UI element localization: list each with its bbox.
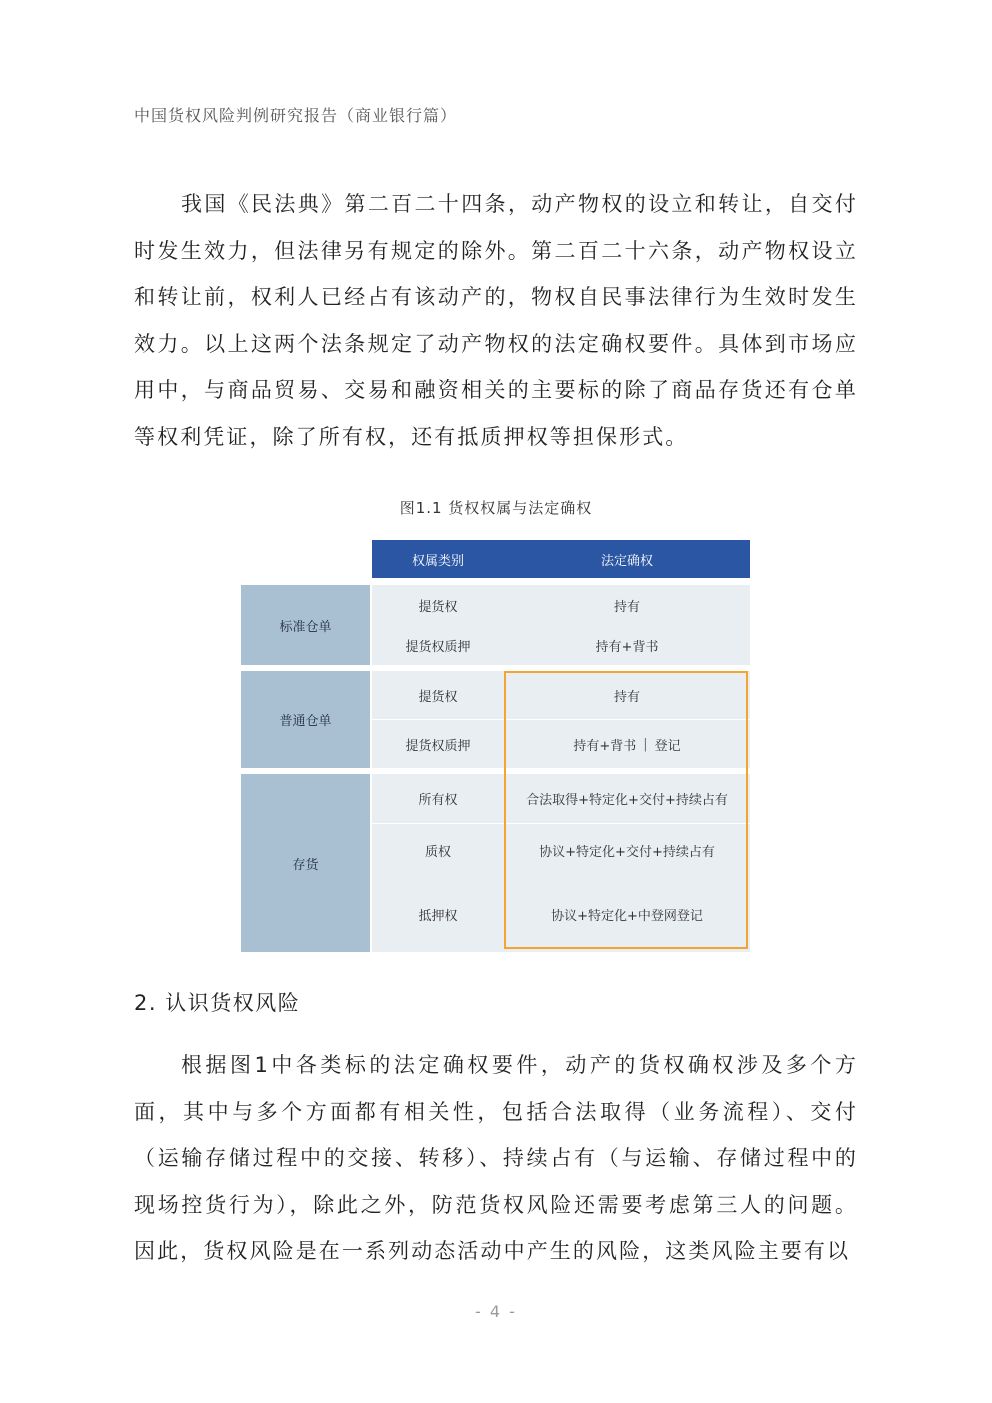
running-header: 中国货权风险判例研究报告（商业银行篇） [134, 106, 458, 125]
table-cell-requirement: 持有 [613, 689, 640, 705]
column-header-legal-confirmation: 法定确权 [504, 540, 750, 578]
table-cell-type: 抵押权 [418, 908, 458, 924]
table-cell-type: 质权 [424, 844, 451, 860]
table-cell-type: 提货权 [418, 599, 458, 615]
table-cell-requirement: 持有+背书 [595, 639, 659, 655]
category-standard-warehouse-receipt: 标准仓单 [241, 585, 370, 665]
table-cell-requirement: 合法取得+特定化+交付+持续占有 [526, 793, 728, 808]
table-cell-type: 提货权 [418, 689, 458, 705]
requirement-extra-text: 登记 [654, 738, 681, 754]
figure-caption: 图1.1 货权权属与法定确权 [399, 499, 593, 517]
column-header-ownership-type: 权属类别 [372, 540, 504, 578]
ownership-table [241, 540, 750, 952]
section-title: 2. 认识货权风险 [134, 991, 301, 1015]
separator: | [643, 736, 648, 752]
table-cell-requirement: 协议+特定化+交付+持续占有 [539, 844, 715, 860]
table-cell-type: 提货权质押 [405, 738, 471, 754]
table-cell-type: 提货权质押 [405, 639, 471, 655]
requirement-text: 持有+背书 [573, 738, 637, 754]
table-cell-requirement: 协议+特定化+中登网登记 [551, 908, 703, 924]
table-cell-requirement [504, 720, 750, 768]
body-paragraph-2: 根据图1中各类标的法定确权要件，动产的货权确权涉及多个方面，其中与多个方面都有相关性，包括合法取得（业务流程）、交付（运输存储过程中的交接、转移）、持续占有（与运输、存储过程中的现场控货行为），除此之外，防范货权风险还需要考虑第三人的问题。因此，货权风险是在一系列动态活动中产生的风险，这类风险主要有以 [134, 1053, 858, 1263]
category-ordinary-warehouse-receipt: 普通仓单 [241, 671, 370, 768]
page-number: - 4 - [475, 1302, 517, 1321]
table-cell-requirement: 持有 [613, 599, 640, 615]
category-inventory: 存货 [241, 774, 370, 952]
body-paragraph-1: 我国《民法典》第二百二十四条，动产物权的设立和转让，自交付时发生效力，但法律另有规定的除外。第二百二十六条，动产物权设立和转让前，权利人已经占有该动产的，物权自民事法律行为生效时发生效力。以上这两个法条规定了动产物权的法定确权要件。具体到市场应用中，与商品贸易、交易和融资相关的主要标的除了商品存货还有仓单等权利凭证，除了所有权，还有抵质押权等担保形式。 [134, 192, 858, 449]
table-cell-type: 所有权 [418, 793, 458, 808]
